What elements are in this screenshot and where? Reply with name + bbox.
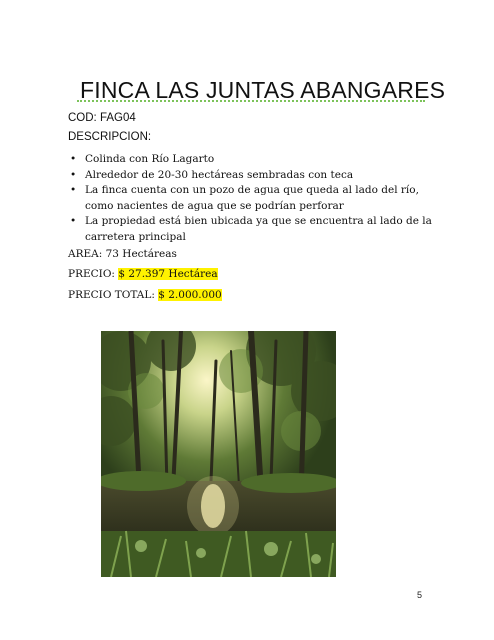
total-price-line [68,289,222,301]
title-underline [77,100,425,102]
total-price-label: PRECIO TOTAL: [68,289,159,301]
price-line [68,268,218,280]
area-line: AREA: 73 Hectáreas [68,248,177,260]
list-item: • La finca cuenta con un pozo de agua que queda al lado del río, como nacientes de agua que se podrían perforar [70,184,419,212]
list-item: • Colinda con Río Lagarto [68,152,438,168]
feature-list [68,152,438,245]
page-title: FINCA LAS JUNTAS ABANGARES [80,77,446,103]
price-label: PRECIO: [68,268,119,280]
bullet-icon: • [70,153,77,165]
price-value: $ 27.397 Hectárea [118,268,218,280]
list-item: • Alrededor de 20-30 hectáreas sembradas con teca [68,168,438,184]
property-code: COD: FAG04 [68,112,136,124]
total-price-value: $ 2.000.000 [158,289,222,301]
bullet-icon: • [70,215,77,227]
list-item: • La propiedad está bien ubicada ya que se encuentra al lado de la carretera principal [70,215,432,243]
bullet-icon: • [70,168,77,181]
page-number: 5 [417,590,423,600]
forest-pond-photo [101,331,336,577]
bullet-icon: • [70,184,77,196]
description-heading: DESCRIPCION: [68,131,152,143]
